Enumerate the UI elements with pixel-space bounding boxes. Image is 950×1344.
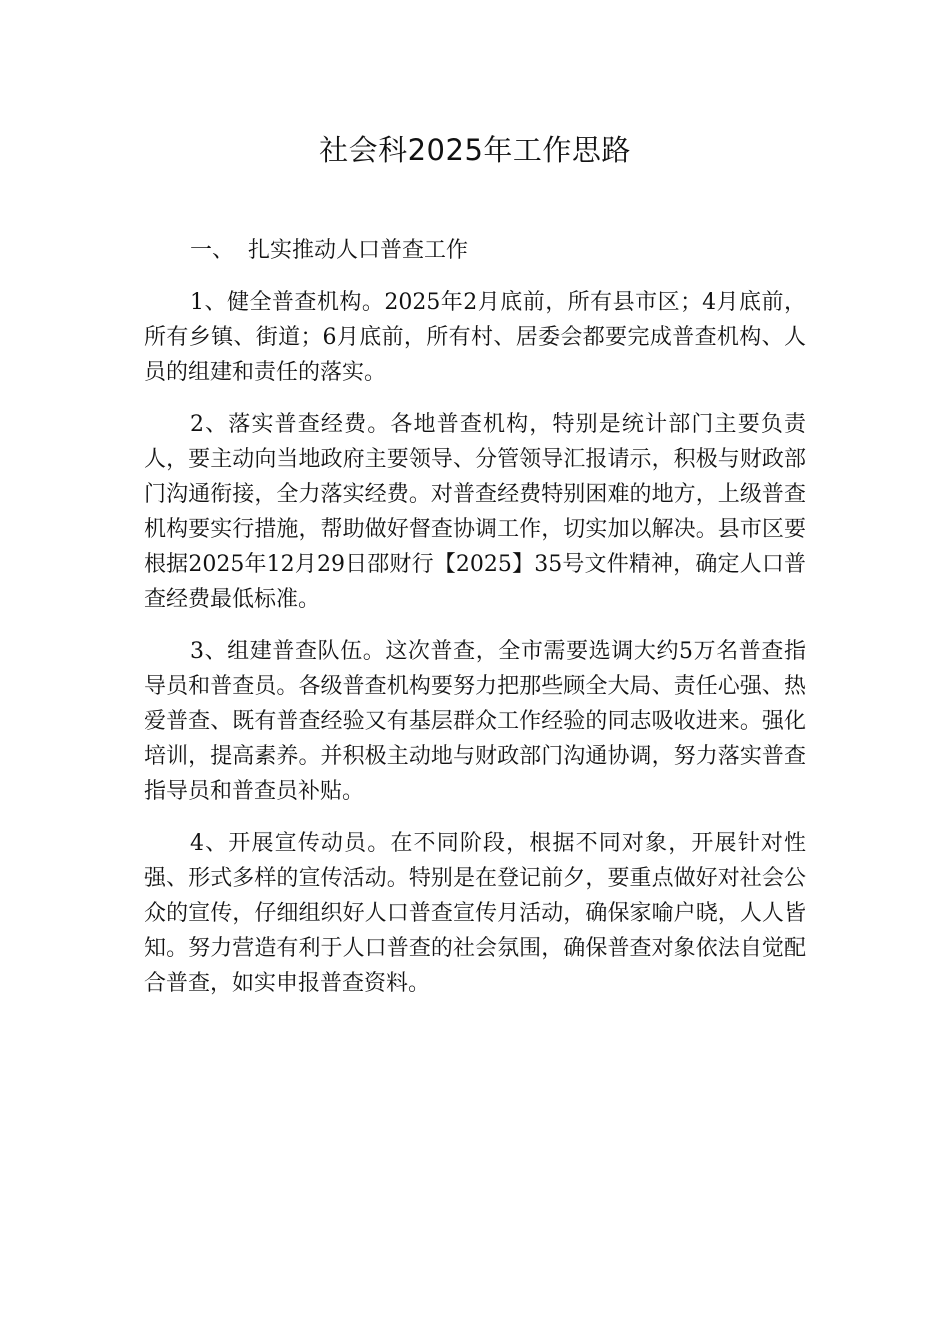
document-body xyxy=(144,233,806,1018)
paragraph-2: 2、落实普查经费。各地普查机构，特别是统计部门主要负责人，要主动向当地政府主要领导、分管领导汇报请示，积极与财政部门沟通衔接，全力落实经费。对普查经费特别困难的地方，上级普查机构要实行措施，帮助做好督查协调工作，切实加以解决。县市区要根据2025年12月29日邵财行【2025】35号文件精神，确定人口普查经费最低标准。 xyxy=(144,412,806,612)
paragraph-1: 1、健全普查机构。2025年2月底前，所有县市区；4月底前，所有乡镇、街道；6月底前，所有村、居委会都要完成普查机构、人员的组建和责任的落实。 xyxy=(144,290,806,385)
section-heading: 一、 扎实推动人口普查工作 xyxy=(190,238,468,263)
paragraph-4: 4、开展宣传动员。在不同阶段，根据不同对象，开展针对性强、形式多样的宣传活动。特别是在登记前夕，要重点做好对社会公众的宣传，仔细组织好人口普查宣传月活动，确保家喻户晓，人人皆知。努力营造有利于人口普查的社会氛围，确保普查对象依法自觉配合普查，如实申报普查资料。 xyxy=(144,831,806,996)
paragraph-3: 3、组建普查队伍。这次普查，全市需要选调大约5万名普查指导员和普查员。各级普查机构要努力把那些顾全大局、责任心强、热爱普查、既有普查经验又有基层群众工作经验的同志吸收进来。强化培训，提高素养。并积极主动地与财政部门沟通协调，努力落实普查指导员和普查员补贴。 xyxy=(144,639,806,804)
document-title: 社会科2025年工作思路 xyxy=(319,133,631,167)
